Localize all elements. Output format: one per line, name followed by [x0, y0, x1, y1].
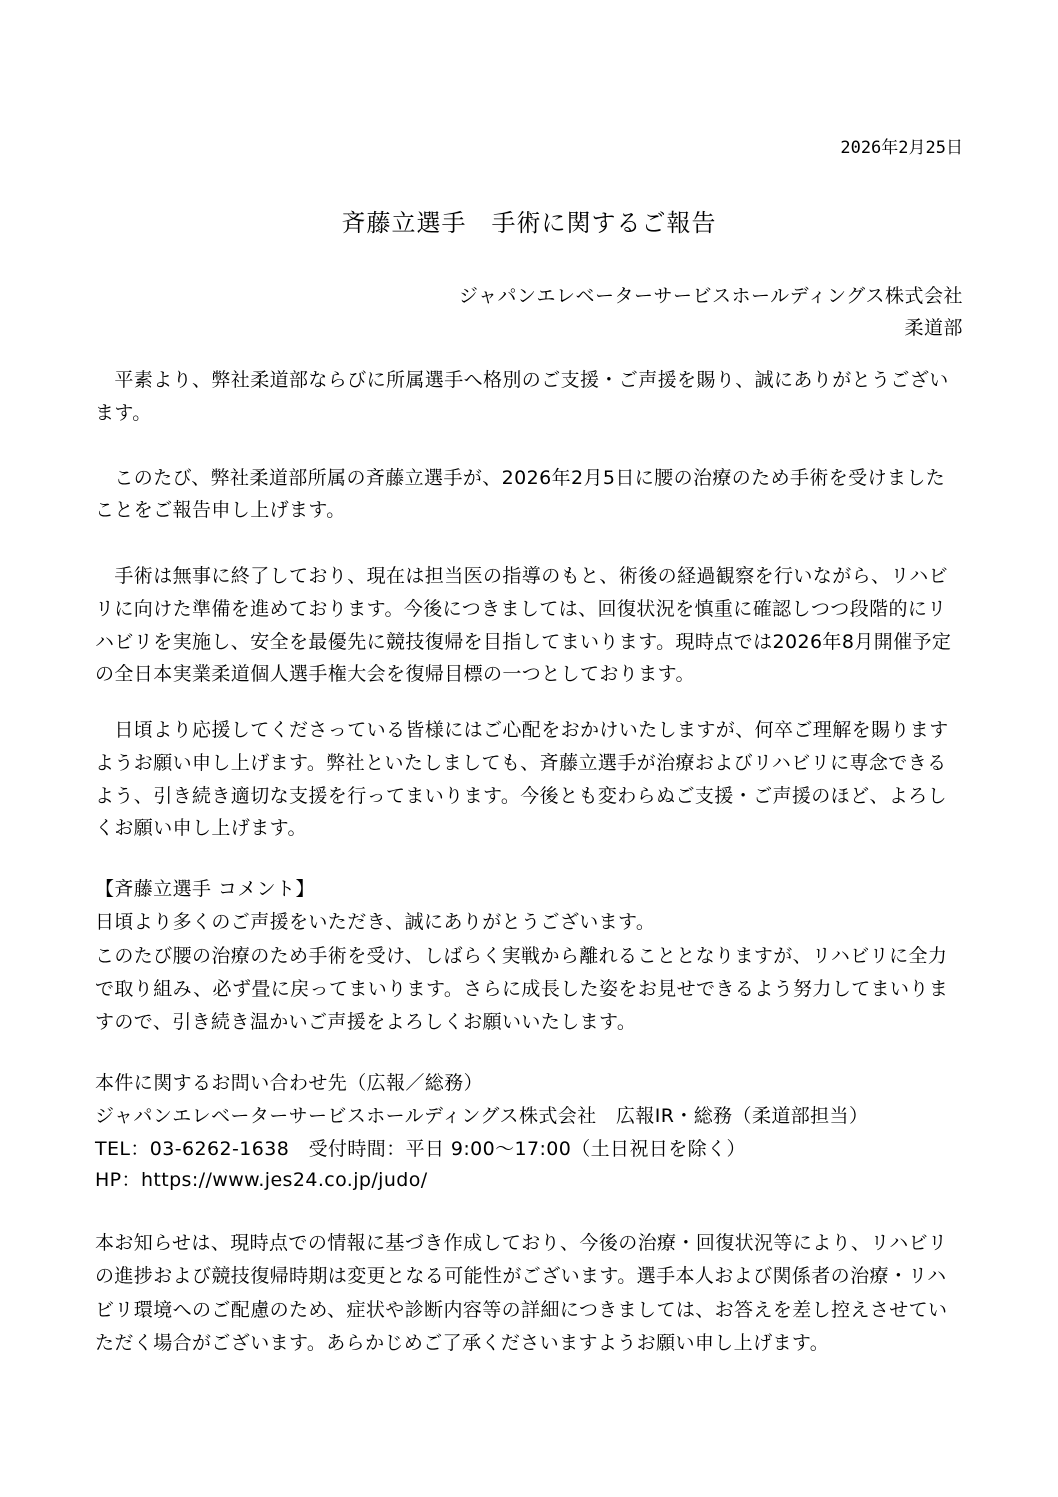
- contact-homepage: [95, 1168, 428, 1192]
- contact-heading: 本件に関するお問い合わせ先（広報／総務）: [95, 1072, 484, 1094]
- comment-line: 日頃より多くのご声援をいただき、誠にありがとうございます。: [95, 911, 656, 933]
- comment-line: このたび腰の治療のため手術を受け、しばらく実戦から離れることとなりますが、リハビリに全力: [95, 945, 948, 967]
- document-date: 2026年2月25日: [840, 138, 963, 158]
- paragraph-4-line: 日頃より応援してくださっている皆様にはご心配をおかけいたしますが、何卒ご理解を賜ります: [95, 719, 949, 741]
- notice-line: ビリ環境へのご配慮のため、症状や診断内容等の詳細につきましては、お答えを差し控えさせてい: [95, 1299, 948, 1321]
- paragraph-4-line: くお願い申し上げます。: [95, 817, 307, 839]
- paragraph-2-line: このたび、弊社柔道部所属の斉藤立選手が、2026年2月5日に腰の治療のため手術を受けました: [95, 467, 946, 489]
- comment-heading: 【斉藤立選手 コメント】: [95, 878, 315, 900]
- paragraph-1-line: ます。: [95, 402, 152, 424]
- paragraph-1-line: 平素より、弊社柔道部ならびに所属選手へ格別のご支援・ご声援を賜り、誠にありがとうござい: [95, 369, 949, 391]
- notice-line: ただく場合がございます。あらかじめご了承くださいますようお願い申し上げます。: [95, 1332, 830, 1354]
- notice-line: 本お知らせは、現時点での情報に基づき作成しており、今後の治療・回復状況等により、リハビリ: [95, 1232, 948, 1254]
- paragraph-4-line: ようお願い申し上げます。弊社といたしましても、斉藤立選手が治療およびリハビリに専念できる: [95, 752, 947, 774]
- contact-organization: ジャパンエレベーターサービスホールディングス株式会社 広報IR・総務（柔道部担当）: [95, 1105, 869, 1127]
- paragraph-2-line: ことをご報告申し上げます。: [95, 499, 346, 521]
- paragraph-3-line: の全日本実業柔道個人選手権大会を復帰目標の一つとしております。: [95, 663, 695, 685]
- document-title: 斉藤立選手 手術に関するご報告: [341, 209, 717, 237]
- comment-line: すので、引き続き温かいご声援をよろしくお願いいたします。: [95, 1011, 637, 1033]
- paragraph-4-line: よう、引き続き適切な支援を行ってまいります。今後とも変わらぬご支援・ご声援のほど、よろし: [95, 785, 948, 807]
- notice-line: の進捗および競技復帰時期は変更となる可能性がございます。選手本人および関係者の治療・リハ: [95, 1265, 947, 1287]
- homepage-label: HP：: [95, 1169, 141, 1191]
- company-name: ジャパンエレベーターサービスホールディングス株式会社: [458, 285, 963, 307]
- paragraph-3-line: リに向けた準備を進めております。今後につきましては、回復状況を慎重に確認しつつ段階的にリ: [95, 598, 947, 620]
- homepage-link[interactable]: https://www.jes24.co.jp/judo/: [140, 1169, 428, 1191]
- paragraph-3-line: 手術は無事に終了しており、現在は担当医の指導のもと、術後の経過観察を行いながら、リハビ: [95, 565, 949, 587]
- department-name: 柔道部: [904, 317, 963, 339]
- paragraph-3-line: ハビリを実施し、安全を最優先に競技復帰を目指してまいります。現時点では2026年8月開催予定: [95, 631, 952, 653]
- comment-line: で取り組み、必ず畳に戻ってまいります。さらに成長した姿をお見せできるよう努力してまいりま: [95, 978, 949, 1000]
- contact-phone: TEL：03-6262-1638 受付時間：平日 9:00～17:00（土日祝日を除く）: [95, 1138, 746, 1160]
